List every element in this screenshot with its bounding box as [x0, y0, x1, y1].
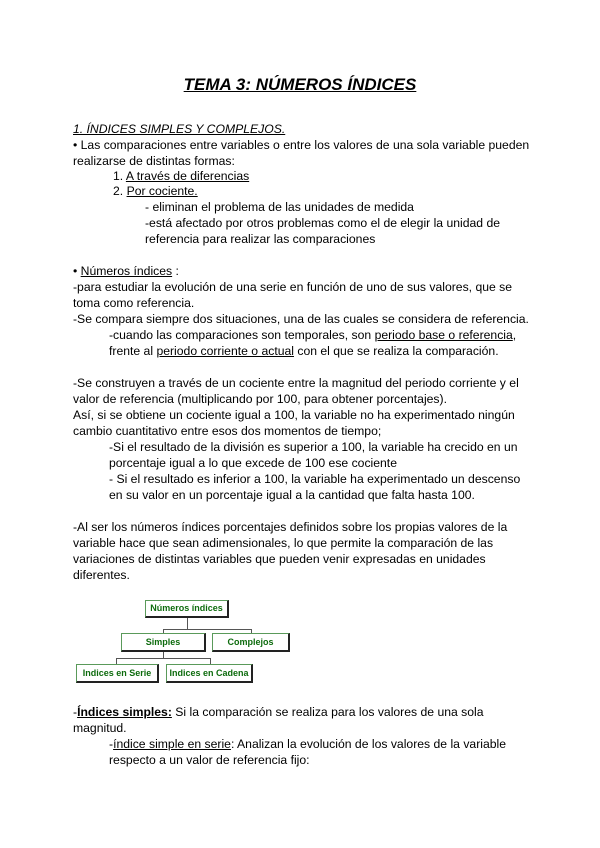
text: frente al: [109, 344, 157, 358]
paragraph-line: -Al ser los números índices porcentajes definidos sobre los propias valores de la: [73, 520, 508, 534]
paragraph-line: • Las comparaciones entre variables o entre los valores de una sola variable pueden: [73, 138, 530, 152]
paragraph-line: -Se construyen a través de un cociente entre la magnitud del periodo corriente y el: [73, 376, 519, 390]
text: Si la comparación se realiza para los valores de una sola: [171, 705, 484, 719]
section-heading: 1. ÍNDICES SIMPLES Y COMPLEJOS.: [73, 122, 286, 136]
node-complejos: Complejos: [212, 633, 290, 652]
list-number: 1.: [113, 169, 124, 183]
term: Números índices: [80, 264, 173, 278]
paragraph-line: porcentaje igual a lo que excede de 100 ese cociente: [109, 456, 397, 470]
list-item: [113, 169, 249, 184]
paragraph-line: [73, 705, 484, 720]
text: con el que se realiza la comparación.: [293, 344, 499, 358]
note-line: referencia para realizar las comparaciones: [145, 232, 376, 246]
list-label: A través de diferencias: [125, 169, 250, 183]
dash: -: [109, 737, 114, 751]
node-simples: Simples: [121, 633, 206, 652]
connector: [116, 658, 210, 659]
text: ,: [512, 328, 517, 342]
paragraph-line: [109, 737, 506, 752]
text: : Analizan la evolución de los valores de la variable: [230, 737, 507, 751]
paragraph-line: magnitud.: [73, 721, 127, 735]
term: índice simple en serie: [113, 737, 231, 751]
term: periodo corriente o actual: [156, 344, 294, 358]
text: -cuando las comparaciones son temporales, son: [109, 328, 375, 342]
paragraph-line: diferentes.: [73, 568, 130, 582]
node-numeros-indices: Números índices: [145, 600, 229, 618]
paragraph-line: variable hace que sean adimensionales, lo que permite la comparación de las: [73, 536, 494, 550]
paragraph-line: - Si el resultado es inferior a 100, la variable ha experimentado un descenso: [109, 472, 521, 486]
node-indices-serie: Indices en Serie: [76, 664, 159, 683]
node-indices-cadena: Indices en Cadena: [166, 664, 253, 683]
paragraph-line: [109, 344, 499, 359]
paragraph-line: variaciones de distintas variables que pueden venir expresadas en unidades: [73, 552, 486, 566]
numeros-indices-heading: [73, 264, 179, 279]
paragraph-line: cambio cuantitativo entre esos dos momentos de tiempo;: [73, 424, 382, 438]
page-title: TEMA 3: NÚMEROS ÍNDICES: [183, 75, 417, 94]
colon: :: [172, 264, 179, 278]
note-line: - eliminan el problema de las unidades de medida: [145, 200, 414, 214]
dash: -: [73, 705, 78, 719]
bullet: •: [73, 264, 78, 278]
paragraph-line: -para estudiar la evolución de una serie en función de uno de sus valores, que se: [73, 280, 513, 294]
list-label: Por cociente.: [126, 184, 198, 198]
paragraph-line: en su valor en un porcentaje igual a la cantidad que falta hasta 100.: [109, 488, 475, 502]
list-item: [113, 184, 198, 199]
connector: [163, 629, 251, 630]
term: Índices simples:: [77, 705, 172, 719]
paragraph-line: respecto a un valor de referencia fijo:: [109, 753, 310, 767]
paragraph-line: Así, si se obtiene un cociente igual a 100, la variable no ha experimentado ningún: [73, 408, 515, 422]
paragraph-line: realizarse de distintas formas:: [73, 154, 235, 168]
paragraph-line: -Se compara siempre dos situaciones, una de las cuales se considera de referencia.: [73, 312, 529, 326]
term: periodo base o referencia: [374, 328, 513, 342]
paragraph-line: -Si el resultado de la división es superior a 100, la variable ha crecido en un: [109, 440, 518, 454]
paragraph-line: toma como referencia.: [73, 296, 195, 310]
list-number: 2.: [113, 184, 124, 198]
note-line: -está afectado por otros problemas como el de elegir la unidad de: [145, 216, 501, 230]
paragraph-line: [109, 328, 516, 343]
paragraph-line: valor de referencia (multiplicando por 100, para obtener porcentajes).: [73, 392, 447, 406]
